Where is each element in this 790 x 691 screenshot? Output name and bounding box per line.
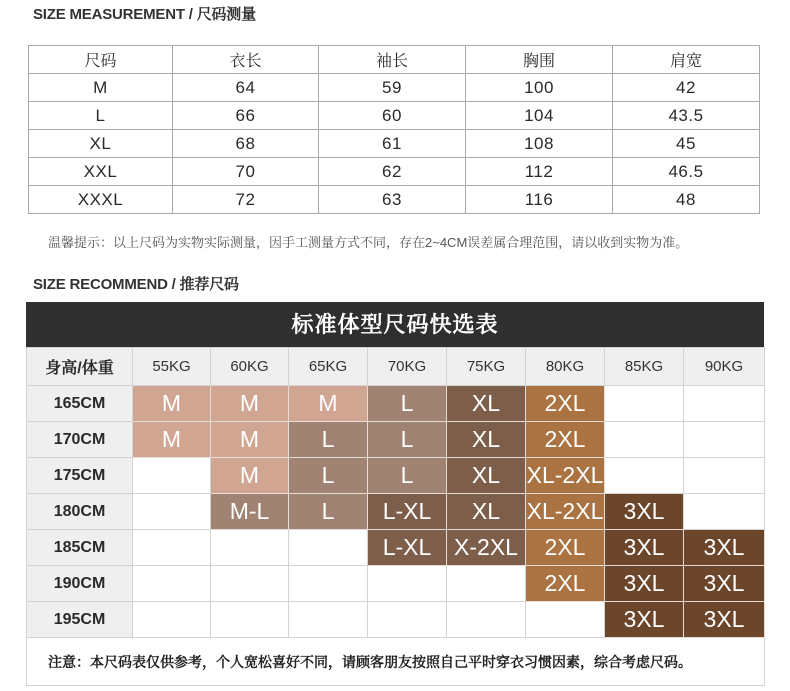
- recommend-table-head: [27, 348, 765, 386]
- recommended-size-cell: [368, 566, 447, 602]
- recommended-size-cell: X-2XL: [447, 530, 526, 566]
- measurement-size-cell: L: [29, 102, 173, 130]
- measurement-value-cell: 43.5: [613, 102, 760, 130]
- measurement-row: [29, 130, 760, 158]
- height-row: [27, 494, 765, 530]
- recommended-size-cell: [211, 566, 289, 602]
- recommended-size-cell: L-XL: [368, 530, 447, 566]
- measurement-size-cell: M: [29, 74, 173, 102]
- quick-size-table-banner: 标准体型尺码快选表: [26, 302, 764, 347]
- measurement-size-cell: XXXL: [29, 186, 173, 214]
- measurement-table-head: [29, 46, 760, 74]
- measurement-size-cell: XXL: [29, 158, 173, 186]
- measurement-header-cell: 衣长: [173, 46, 319, 74]
- measurement-value-cell: 64: [173, 74, 319, 102]
- weight-header-cell: 65KG: [289, 348, 368, 386]
- measurement-value-cell: 45: [613, 130, 760, 158]
- recommended-size-cell: XL: [447, 494, 526, 530]
- recommended-size-cell: 2XL: [526, 530, 605, 566]
- weight-header-cell: 75KG: [447, 348, 526, 386]
- weight-header-cell: 90KG: [684, 348, 765, 386]
- size-recommend-table: [26, 347, 765, 686]
- recommended-size-cell: [605, 422, 684, 458]
- height-header-cell: 190CM: [27, 566, 133, 602]
- recommended-size-cell: L-XL: [368, 494, 447, 530]
- recommended-size-cell: XL: [447, 422, 526, 458]
- measurement-row: [29, 158, 760, 186]
- height-weight-corner-cell: 身高/体重: [27, 348, 133, 386]
- measurement-value-cell: 108: [466, 130, 613, 158]
- measurement-value-cell: 66: [173, 102, 319, 130]
- height-header-cell: 180CM: [27, 494, 133, 530]
- recommended-size-cell: [605, 458, 684, 494]
- recommended-size-cell: 3XL: [684, 530, 765, 566]
- height-row: [27, 530, 765, 566]
- recommend-note: 注意：本尺码表仅供参考，个人宽松喜好不同，请顾客朋友按照自己平时穿衣习惯因素，综合考虑尺码。: [27, 638, 765, 686]
- recommended-size-cell: M: [133, 386, 211, 422]
- weight-header-cell: 85KG: [605, 348, 684, 386]
- height-row: [27, 458, 765, 494]
- recommended-size-cell: [289, 602, 368, 638]
- height-row: [27, 602, 765, 638]
- measurement-value-cell: 48: [613, 186, 760, 214]
- recommended-size-cell: [447, 566, 526, 602]
- measurement-value-cell: 70: [173, 158, 319, 186]
- recommended-size-cell: M: [133, 422, 211, 458]
- height-header-cell: 175CM: [27, 458, 133, 494]
- recommended-size-cell: M: [211, 386, 289, 422]
- measurement-value-cell: 46.5: [613, 158, 760, 186]
- recommended-size-cell: [684, 386, 765, 422]
- measurement-header-cell: 尺码: [29, 46, 173, 74]
- recommended-size-cell: M-L: [211, 494, 289, 530]
- recommended-size-cell: [289, 530, 368, 566]
- measurement-header-row: [29, 46, 760, 74]
- measurement-value-cell: 59: [319, 74, 466, 102]
- height-header-cell: 165CM: [27, 386, 133, 422]
- recommended-size-cell: [368, 602, 447, 638]
- recommended-size-cell: 3XL: [605, 494, 684, 530]
- measurement-value-cell: 63: [319, 186, 466, 214]
- recommended-size-cell: XL: [447, 386, 526, 422]
- measurement-note: 温馨提示：以上尺码为实物实际测量，因手工测量方式不同，存在2~4CM误差属合理范围，请以收到实物为准。: [48, 235, 689, 250]
- measurement-table: [28, 45, 760, 214]
- recommended-size-cell: 3XL: [605, 530, 684, 566]
- recommended-size-cell: 2XL: [526, 422, 605, 458]
- recommend-note-row: [27, 638, 765, 686]
- recommended-size-cell: XL-2XL: [526, 494, 605, 530]
- recommended-size-cell: M: [211, 458, 289, 494]
- recommend-table-foot: [27, 638, 765, 686]
- recommend-section-title: SIZE RECOMMEND / 推荐尺码: [33, 276, 239, 293]
- recommended-size-cell: L: [289, 494, 368, 530]
- measurement-section-title: SIZE MEASUREMENT / 尺码测量: [33, 6, 256, 23]
- height-row: [27, 422, 765, 458]
- recommended-size-cell: L: [368, 422, 447, 458]
- measurement-value-cell: 104: [466, 102, 613, 130]
- recommended-size-cell: [133, 566, 211, 602]
- recommended-size-cell: XL: [447, 458, 526, 494]
- recommended-size-cell: [684, 422, 765, 458]
- recommended-size-cell: L: [289, 422, 368, 458]
- height-header-cell: 185CM: [27, 530, 133, 566]
- measurement-value-cell: 72: [173, 186, 319, 214]
- measurement-value-cell: 116: [466, 186, 613, 214]
- weight-header-cell: 70KG: [368, 348, 447, 386]
- measurement-header-cell: 袖长: [319, 46, 466, 74]
- recommended-size-cell: 3XL: [684, 602, 765, 638]
- measurement-value-cell: 112: [466, 158, 613, 186]
- recommended-size-cell: [289, 566, 368, 602]
- measurement-value-cell: 100: [466, 74, 613, 102]
- height-row: [27, 386, 765, 422]
- recommended-size-cell: [211, 530, 289, 566]
- measurement-row: [29, 102, 760, 130]
- recommended-size-cell: L: [368, 458, 447, 494]
- recommended-size-cell: [605, 386, 684, 422]
- recommend-table-body: [27, 386, 765, 638]
- height-header-cell: 195CM: [27, 602, 133, 638]
- recommended-size-cell: [133, 602, 211, 638]
- recommended-size-cell: 3XL: [684, 566, 765, 602]
- recommended-size-cell: L: [368, 386, 447, 422]
- measurement-size-cell: XL: [29, 130, 173, 158]
- measurement-value-cell: 60: [319, 102, 466, 130]
- recommended-size-cell: [447, 602, 526, 638]
- measurement-value-cell: 42: [613, 74, 760, 102]
- recommended-size-cell: [684, 494, 765, 530]
- measurement-header-cell: 肩宽: [613, 46, 760, 74]
- recommended-size-cell: [684, 458, 765, 494]
- recommended-size-cell: 3XL: [605, 602, 684, 638]
- measurement-row: [29, 74, 760, 102]
- recommended-size-cell: [133, 494, 211, 530]
- height-row: [27, 566, 765, 602]
- recommended-size-cell: [133, 530, 211, 566]
- weight-header-cell: 80KG: [526, 348, 605, 386]
- measurement-value-cell: 62: [319, 158, 466, 186]
- measurement-table-body: [29, 74, 760, 214]
- measurement-value-cell: 68: [173, 130, 319, 158]
- recommended-size-cell: M: [211, 422, 289, 458]
- measurement-value-cell: 61: [319, 130, 466, 158]
- recommended-size-cell: 2XL: [526, 386, 605, 422]
- recommended-size-cell: M: [289, 386, 368, 422]
- recommended-size-cell: 2XL: [526, 566, 605, 602]
- measurement-row: [29, 186, 760, 214]
- weight-header-cell: 60KG: [211, 348, 289, 386]
- weight-header-cell: 55KG: [133, 348, 211, 386]
- recommended-size-cell: 3XL: [605, 566, 684, 602]
- recommended-size-cell: L: [289, 458, 368, 494]
- recommended-size-cell: [526, 602, 605, 638]
- measurement-header-cell: 胸围: [466, 46, 613, 74]
- recommended-size-cell: [211, 602, 289, 638]
- weight-header-row: [27, 348, 765, 386]
- height-header-cell: 170CM: [27, 422, 133, 458]
- recommended-size-cell: [133, 458, 211, 494]
- recommended-size-cell: XL-2XL: [526, 458, 605, 494]
